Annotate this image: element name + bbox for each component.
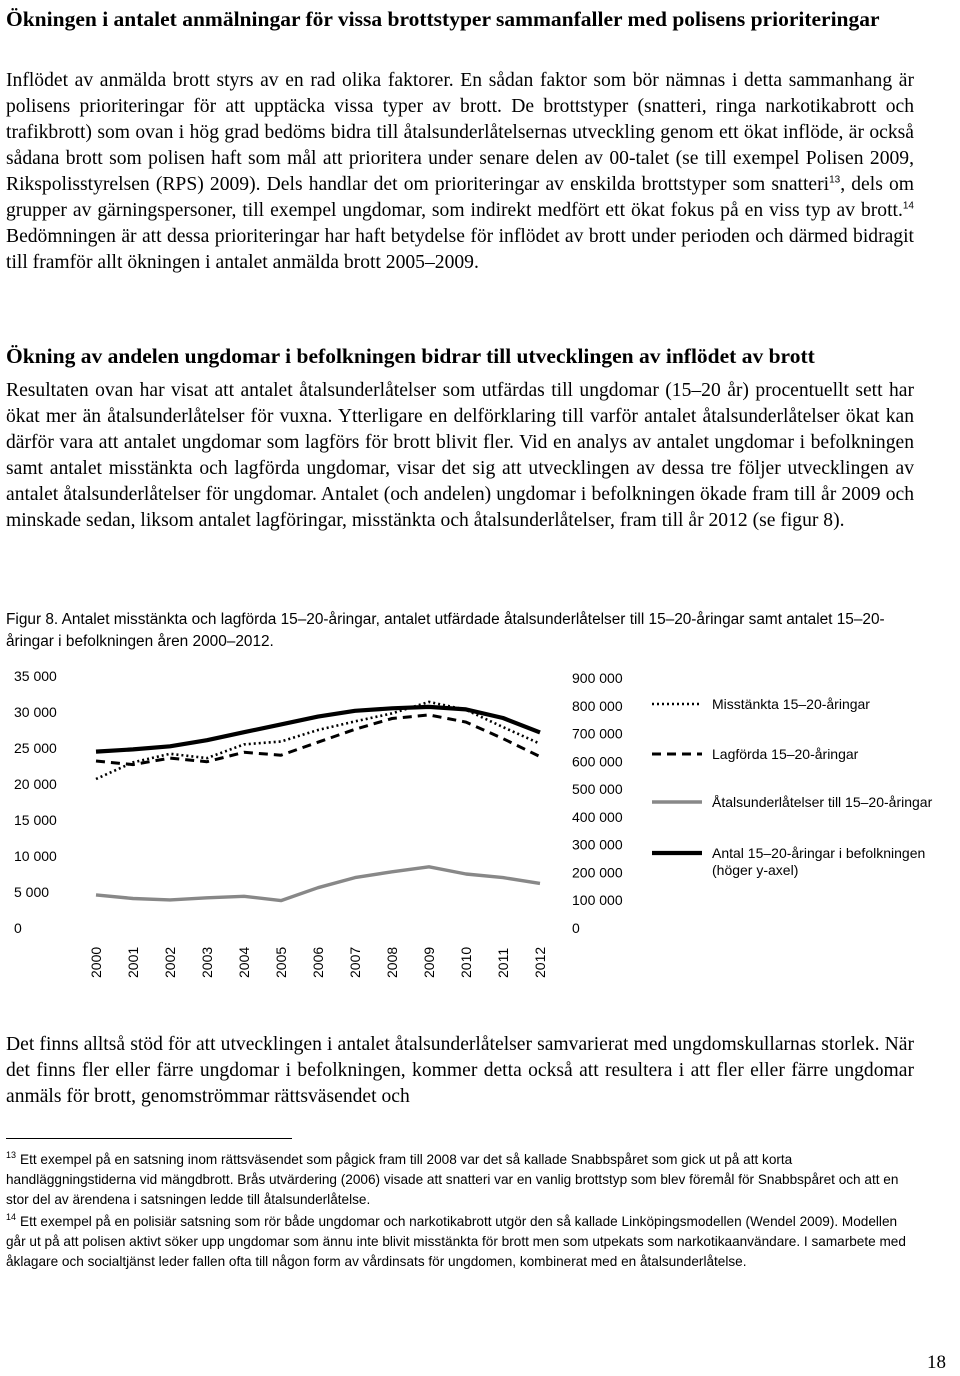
right-tick-label: 100 000 [572, 892, 623, 909]
x-tick-label: 2006 [310, 946, 326, 978]
footnote-text: Ett exempel på en satsning inom rättsväsendet som pågick fram till 2008 var det så kallade Snabbspåret som gick ut på att korta handläggningstiderna vid mängdbrott. Brås utvärdering (2006) visade att snatteri var en vanlig brottstyp som blev föremål för Snabbspåret och att en stor del av ärendena i satsningen ledde till åtalsunderlåtelse. [6, 1152, 899, 1207]
right-tick-label: 0 [572, 920, 580, 936]
series-line-2 [96, 715, 540, 765]
series-line-3 [96, 867, 540, 901]
section-heading: Ökningen i antalet anmälningar för vissa brottstyper sammanfaller med polisens prioriteringar [6, 7, 880, 31]
figure-8-chart [0, 660, 960, 990]
page-number: 18 [927, 1352, 946, 1373]
right-axis-ticks [572, 670, 623, 936]
footnote-number: 13 [6, 1150, 17, 1161]
x-tick-label: 2007 [347, 946, 363, 978]
left-tick-label: 35 000 [14, 668, 57, 684]
footnotes [6, 1150, 916, 1274]
footnote-13 [6, 1150, 916, 1210]
x-axis-ticks [88, 947, 548, 978]
left-tick-label: 5 000 [14, 884, 50, 900]
footnote-text: Ett exempel på en polisiär satsning som rör både ungdomar och narkotikabrott utgör den så kallade Linköpingsmodellen (Wendel 2009). Modellen går ut på att polisen aktivt söker upp ungdomar som ännu inte blivit misstänkta för brott men som utpekats som narkotikaanvändare. I samarbete med åklagare och socialtjänst leder fallen ofta till någon form av vårdinsats för ungdomen, kombinerat med en åtalsunderlåtelse. [6, 1214, 906, 1269]
legend-label: Åtalsunderlåtelser till 15–20-åringar [712, 794, 933, 810]
x-tick-label: 2004 [236, 946, 252, 978]
paragraph-text: Bedömningen är att dessa prioriteringar har haft betydelse för inflödet av brott under perioden och därmed bidragit till framför allt ökningen i antalet anmälda brott 2005–2009. [6, 226, 914, 273]
legend-label: Misstänkta 15–20-åringar [712, 696, 870, 712]
x-tick-label: 2000 [88, 946, 104, 978]
left-axis-ticks [14, 668, 57, 936]
series-line-1 [96, 702, 540, 779]
x-tick-label: 2009 [421, 946, 437, 978]
right-tick-label: 800 000 [572, 697, 623, 714]
body-paragraph-1 [6, 68, 914, 276]
x-tick-label: 2010 [458, 946, 474, 978]
left-tick-label: 30 000 [14, 704, 57, 720]
series-lines [96, 702, 540, 901]
paragraph-text: Inflödet av anmälda brott styrs av en rad olika faktorer. En sådan faktor som bör nämnas i detta sammanhang är polisens prioriteringar för att upptäcka vissa typer av brott. De brottstyper (snatteri, ringa narkotikabrott och trafikbrott) som ovan i hög grad bedöms bidra till åtalsunderlåtelsernas utveckling genom ett ökat inflöde, är också sådana brott som polisen haft som mål att prioritera under senare delen av 00-talet (se till exempel Polisen 2009, Rikspolisstyrelsen (RPS) 2009). Dels handlar det om prioriteringar av enskilda brottstyper som snatteri [6, 70, 914, 195]
left-tick-label: 25 000 [14, 740, 57, 756]
chart-legend [652, 696, 933, 878]
body-paragraph-2: Resultaten ovan har visat att antalet åtalsunderlåtelser som utfärdas till ungdomar (15–20 år) procentuellt sett har ökat mer än åtalsunderlåtelser för vuxna. Ytterligare en delförklaring till varför antalet åtalsunderlåtelser ökat kan därför vara att antalet ungdomar som lagförs för brott blivit fler. Vid en analys av antalet ungdomar i befolkningen samt antalet misstänkta och lagförda ungdomar, visar det sig att utvecklingen av dessa tre följer utvecklingen av antalet åtalsunderlåtelser för ungdomar. Antalet (och andelen) ungdomar i befolkningen ökade fram till år 2009 och minskade sedan, liksom antalet lagföringar, misstänkta och åtalsunderlåtelser, fram till år 2012 (se figur 8). [6, 380, 914, 531]
footnote-14 [6, 1212, 916, 1272]
right-tick-label: 200 000 [572, 864, 623, 881]
legend-label: Lagförda 15–20-åringar [712, 746, 859, 762]
footnote-divider [6, 1138, 292, 1139]
right-tick-label: 900 000 [572, 670, 623, 686]
x-tick-label: 2001 [125, 946, 141, 978]
figure-caption: Figur 8. Antalet misstänkta och lagförda 15–20-åringar, antalet utfärdade åtalsunderlåtelser till 15–20-åringar samt antalet 15–20-åringar i befolkningen åren 2000–2012. [6, 611, 885, 650]
x-tick-label: 2011 [495, 947, 511, 978]
left-tick-label: 20 000 [14, 776, 57, 792]
right-tick-label: 600 000 [572, 753, 623, 770]
body-paragraph-3: Det finns alltså stöd för att utvecklingen i antalet åtalsunderlåtelser samvarierat med ungdomskullarnas storlek. När det finns fler eller färre ungdomar i befolkningen, kommer detta också att resultera i att fler eller färre ungdomar anmäls för brott, genomströmmar rättsväsendet och [6, 1034, 914, 1107]
right-tick-label: 400 000 [572, 808, 623, 825]
footnote-ref-14[interactable]: 14 [902, 200, 914, 212]
right-tick-label: 500 000 [572, 781, 623, 798]
x-tick-label: 2012 [532, 946, 548, 978]
x-tick-label: 2002 [162, 946, 178, 978]
legend-label-note: (höger y-axel) [712, 862, 799, 878]
x-tick-label: 2003 [199, 946, 215, 978]
x-tick-label: 2005 [273, 946, 289, 978]
left-tick-label: 15 000 [14, 812, 57, 828]
x-tick-label: 2008 [384, 946, 400, 978]
paragraph-text: , dels om grupper av gärningspersoner, till exempel ungdomar, som indirekt medfört ett ökat fokus på en viss typ av brott. [6, 174, 915, 221]
right-tick-label: 700 000 [572, 725, 623, 742]
footnote-number: 14 [6, 1212, 17, 1223]
section-heading-2: Ökning av andelen ungdomar i befolkningen bidrar till utvecklingen av inflödet av brott [6, 344, 815, 368]
footnote-ref-13[interactable]: 13 [829, 174, 841, 186]
legend-label: Antal 15–20-åringar i befolkningen [712, 845, 926, 861]
left-tick-label: 0 [14, 920, 22, 936]
left-tick-label: 10 000 [14, 848, 57, 864]
right-tick-label: 300 000 [572, 836, 623, 853]
